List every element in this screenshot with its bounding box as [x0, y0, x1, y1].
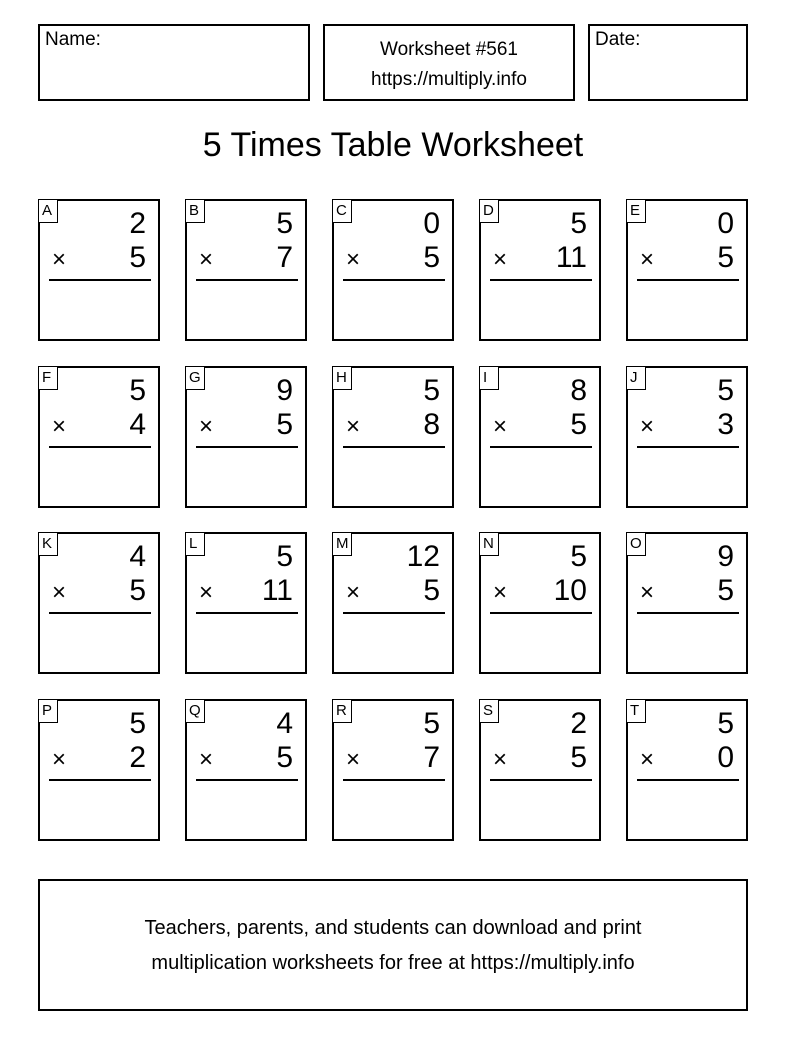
- problem-label: T: [626, 699, 646, 723]
- multiplicand: 2: [570, 707, 587, 740]
- multiplicand: 4: [129, 540, 146, 573]
- times-sign: ×: [640, 246, 655, 273]
- page-title: 5 Times Table Worksheet: [202, 126, 584, 164]
- multiplicand: 2: [129, 207, 146, 240]
- times-sign: ×: [199, 246, 214, 273]
- problem-label: F: [38, 366, 58, 390]
- problem-card[interactable]: [479, 366, 601, 508]
- answer-line: [49, 279, 151, 281]
- multiplier: 5: [570, 741, 587, 774]
- times-sign: ×: [493, 413, 508, 440]
- times-sign: ×: [52, 413, 67, 440]
- multiplicand: 8: [570, 374, 587, 407]
- problem-label: P: [38, 699, 58, 723]
- multiplier: 0: [717, 741, 734, 774]
- answer-line: [49, 779, 151, 781]
- times-sign: ×: [52, 579, 67, 606]
- problem-label: N: [479, 532, 499, 556]
- times-sign: ×: [199, 746, 214, 773]
- times-sign: ×: [346, 413, 361, 440]
- multiplicand: 0: [717, 207, 734, 240]
- multiplicand: 5: [129, 707, 146, 740]
- problem-card[interactable]: [479, 699, 601, 841]
- times-sign: ×: [493, 246, 508, 273]
- times-sign: ×: [346, 746, 361, 773]
- date-field[interactable]: [588, 24, 748, 101]
- problem-card[interactable]: [185, 532, 307, 674]
- times-sign: ×: [346, 579, 361, 606]
- answer-line: [637, 779, 739, 781]
- problem-label: G: [185, 366, 205, 390]
- worksheet-url[interactable]: https://multiply.info: [371, 69, 527, 90]
- multiplier: 10: [553, 574, 587, 607]
- times-sign: ×: [640, 746, 655, 773]
- answer-line: [490, 446, 592, 448]
- multiplicand: 5: [570, 540, 587, 573]
- answer-line: [490, 779, 592, 781]
- multiplier: 5: [423, 241, 440, 274]
- times-sign: ×: [199, 579, 214, 606]
- problem-label: J: [626, 366, 646, 390]
- multiplicand: 5: [276, 540, 293, 573]
- times-sign: ×: [640, 413, 655, 440]
- date-label: Date:: [595, 29, 641, 50]
- times-sign: ×: [493, 579, 508, 606]
- problem-card[interactable]: [38, 699, 160, 841]
- multiplier: 2: [129, 741, 146, 774]
- worksheet-info-box: [323, 24, 575, 101]
- answer-line: [196, 446, 298, 448]
- problem-card[interactable]: [332, 366, 454, 508]
- multiplier: 5: [276, 408, 293, 441]
- problem-card[interactable]: [626, 532, 748, 674]
- problem-card[interactable]: [479, 199, 601, 341]
- multiplier: 5: [570, 408, 587, 441]
- multiplier: 7: [423, 741, 440, 774]
- problem-label: C: [332, 199, 352, 223]
- answer-line: [196, 612, 298, 614]
- problem-label: M: [332, 532, 352, 556]
- footer-note: [38, 879, 748, 1011]
- problem-card[interactable]: [479, 532, 601, 674]
- multiplicand: 5: [570, 207, 587, 240]
- answer-line: [637, 612, 739, 614]
- answer-line: [49, 612, 151, 614]
- multiplier: 11: [261, 574, 293, 607]
- multiplicand: 9: [717, 540, 734, 573]
- multiplier: 5: [129, 574, 146, 607]
- problem-label: D: [479, 199, 499, 223]
- multiplicand: 4: [276, 707, 293, 740]
- problem-label: O: [626, 532, 646, 556]
- multiplier: 5: [129, 241, 146, 274]
- answer-line: [343, 612, 445, 614]
- multiplicand: 5: [276, 207, 293, 240]
- problem-label: H: [332, 366, 352, 390]
- multiplicand: 0: [423, 207, 440, 240]
- problem-card[interactable]: [626, 366, 748, 508]
- problem-label: Q: [185, 699, 205, 723]
- problem-label: L: [185, 532, 205, 556]
- multiplier: 3: [717, 408, 734, 441]
- answer-line: [196, 279, 298, 281]
- worksheet-number: Worksheet #561: [379, 39, 518, 60]
- multiplicand: 5: [423, 707, 440, 740]
- times-sign: ×: [493, 746, 508, 773]
- problem-label: R: [332, 699, 352, 723]
- times-sign: ×: [640, 579, 655, 606]
- multiplier: 11: [555, 241, 587, 274]
- problem-card[interactable]: [332, 199, 454, 341]
- multiplier: 7: [276, 241, 293, 274]
- multiplicand: 5: [423, 374, 440, 407]
- problem-card[interactable]: [38, 366, 160, 508]
- multiplicand: 12: [406, 540, 440, 573]
- problem-card[interactable]: [38, 199, 160, 341]
- answer-line: [490, 279, 592, 281]
- answer-line: [343, 446, 445, 448]
- problem-label: I: [479, 366, 499, 390]
- name-label: Name:: [45, 29, 101, 50]
- multiplicand: 5: [717, 707, 734, 740]
- answer-line: [490, 612, 592, 614]
- multiplicand: 5: [129, 374, 146, 407]
- multiplier: 5: [717, 574, 734, 607]
- problem-card[interactable]: [332, 699, 454, 841]
- answer-line: [637, 279, 739, 281]
- problem-label: S: [479, 699, 499, 723]
- footer-line-1: Teachers, parents, and students can download and print: [144, 917, 642, 939]
- problem-label: K: [38, 532, 58, 556]
- problem-card[interactable]: [332, 532, 454, 674]
- footer-line-2: multiplication worksheets for free at https://multiply.info: [151, 952, 635, 974]
- multiplicand: 5: [717, 374, 734, 407]
- problem-card[interactable]: [38, 532, 160, 674]
- problem-card[interactable]: [626, 199, 748, 341]
- multiplicand: 9: [276, 374, 293, 407]
- multiplier: 4: [129, 408, 146, 441]
- times-sign: ×: [346, 246, 361, 273]
- answer-line: [196, 779, 298, 781]
- problem-label: A: [38, 199, 58, 223]
- multiplier: 5: [423, 574, 440, 607]
- answer-line: [49, 446, 151, 448]
- problem-card[interactable]: [185, 366, 307, 508]
- name-field[interactable]: [38, 24, 310, 101]
- problem-label: E: [626, 199, 646, 223]
- answer-line: [637, 446, 739, 448]
- times-sign: ×: [52, 246, 67, 273]
- answer-line: [343, 779, 445, 781]
- multiplier: 5: [276, 741, 293, 774]
- answer-line: [343, 279, 445, 281]
- problem-label: B: [185, 199, 205, 223]
- problem-card[interactable]: [185, 199, 307, 341]
- multiplier: 8: [423, 408, 440, 441]
- multiplier: 5: [717, 241, 734, 274]
- problem-card[interactable]: [626, 699, 748, 841]
- problem-card[interactable]: [185, 699, 307, 841]
- times-sign: ×: [52, 746, 67, 773]
- times-sign: ×: [199, 413, 214, 440]
